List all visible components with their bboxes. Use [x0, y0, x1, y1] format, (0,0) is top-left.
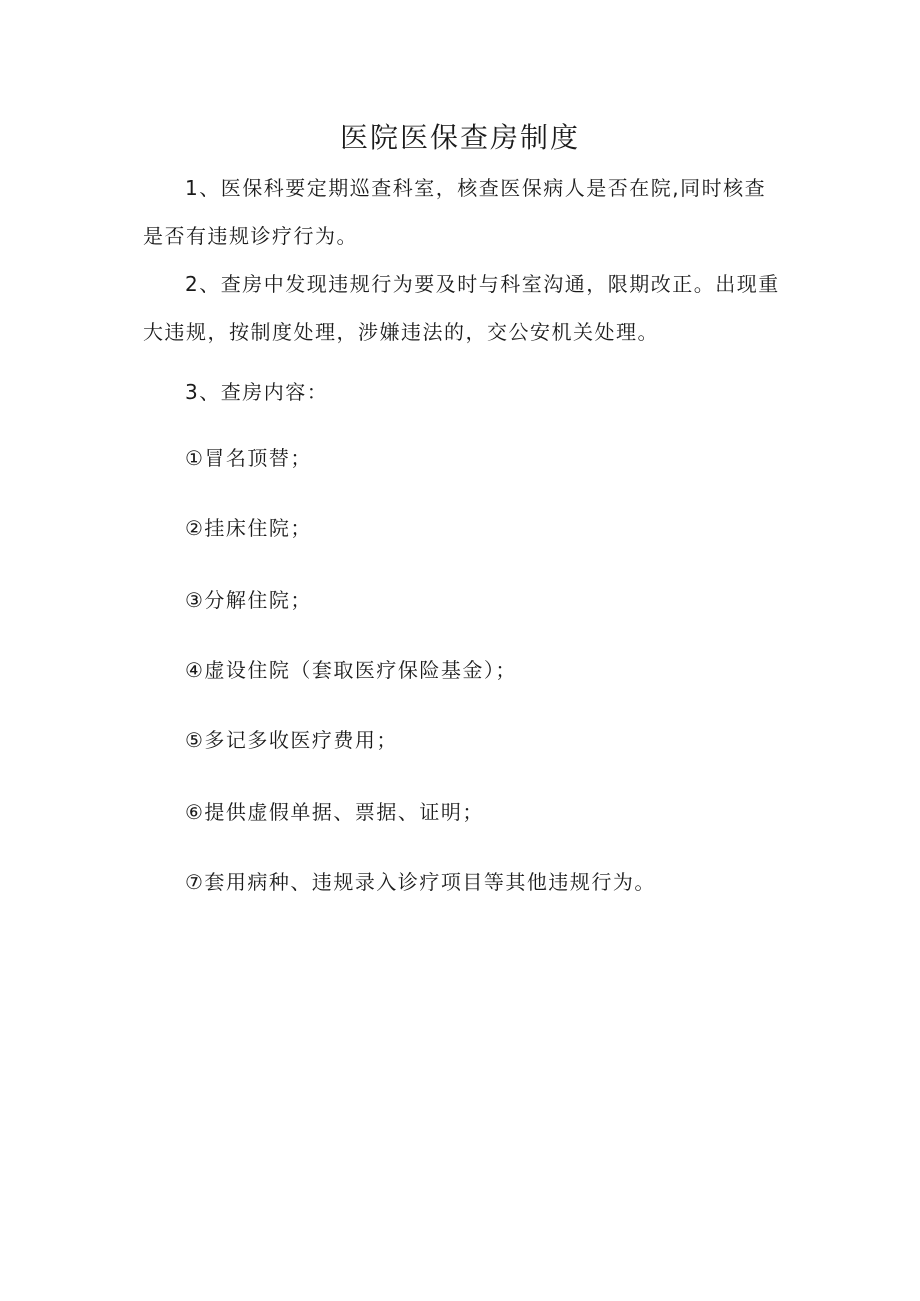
list-item-1: ①冒名顶替；	[185, 446, 312, 470]
list-item-3: ③分解住院；	[185, 588, 312, 612]
list-item-6: ⑥提供虚假单据、票据、证明；	[185, 800, 484, 824]
paragraph-2: 2、查房中发现违规行为要及时与科室沟通，限期改正。出现重大违规，按制度处理，涉嫌违法的，交公安机关处理。	[143, 272, 780, 344]
list-item-7: ⑦套用病种、违规录入诊疗项目等其他违规行为。	[185, 870, 656, 894]
paragraph-3: 3、查房内容：	[185, 380, 329, 404]
document-title: 医院医保查房制度	[339, 121, 580, 154]
list-item-4: ④虚设住院（套取医疗保险基金）；	[185, 658, 517, 682]
paragraph-1: 1、医保科要定期巡查科室，核查医保病人是否在院,同时核查是否有违规诊疗行为。	[143, 176, 767, 248]
list-item-5: ⑤多记多收医疗费用；	[185, 728, 398, 752]
list-item-2: ②挂床住院；	[185, 516, 312, 540]
